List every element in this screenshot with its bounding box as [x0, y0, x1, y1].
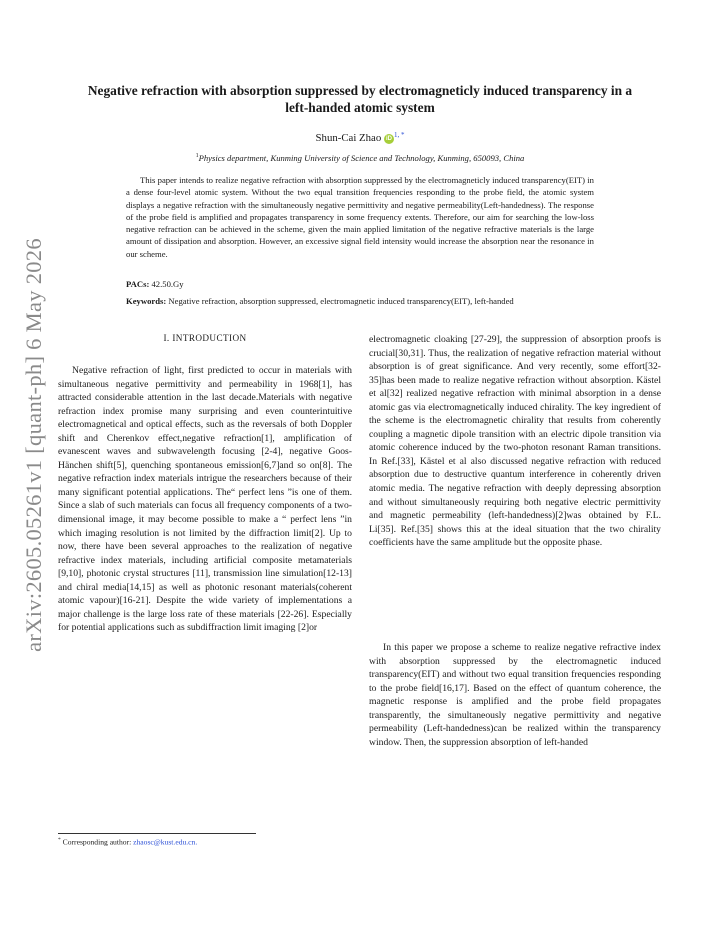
author-marks[interactable]: 1, * — [393, 131, 405, 139]
keywords-line — [126, 296, 666, 306]
body-column-right-top — [369, 333, 661, 550]
author-line — [180, 131, 540, 144]
arxiv-identifier-stamp — [14, 230, 54, 660]
abstract: This paper intends to realize negative refraction with absorption suppressed by the electromagneticly induced transparency(EIT) in a dense four-level atomic system. Without the two equal transition frequencies responding to the probe field, the atomic system displays a negative refraction with the simultaneously negative permittivity and negative permeability(Left-handedness). The response of the probe field is amplified and propagates transparency in some frequency extents. Therefore, our aim for searching the low-loss negative refraction can be achieved in the scheme, given the main applied limitation of the negative refractive materials is the large amount of dissipation and absorption. However, an excessive signal field intensity would increase the absorption near the resonance in our scheme. — [126, 175, 594, 259]
pacs-label: PACs: — [126, 279, 150, 289]
affiliation-text: Physics department, Kunming University of Science and Technology, Kunming, 650093, China — [198, 153, 525, 163]
footnote — [58, 837, 197, 847]
body-column-left — [58, 364, 352, 635]
paper-title: Negative refraction with absorption suppressed by electromagneticly induced transparency in a left-handed atomic system — [87, 83, 633, 115]
author-name: Shun-Cai Zhao — [315, 132, 382, 144]
pacs-value: 42.50.Gy — [151, 279, 184, 289]
intro-paragraph-2: electromagnetic cloaking [27-29], the suppression of absorption proofs is crucial[30,31]. Thus, the realization of negative refraction material without absorption is of great significance. And very recently, some effort[32-35]has been made to realize negative refraction without absorption. Kästel et al[32] realized negative refraction with minimal absorption in a dense atomic gas via electromagnetically induced chirality. The key ingredient of the scheme is the electromagnetic chirality that results from coherently coupling a magnetic dipole transition with an electric dipole transition via atomic coherence induced by the two-photon resonant Raman transitions. In Ref.[33], Kästel et al also discussed negative refraction with reduced absorption due to destructive quantum interference in coherently driven atomic media. The negative refraction with deeply depressing absorption and without simultaneously requiring both negative electric permittivity and magnetic permeability (left-handedness)[2]was obtained by F.L. Li[35]. Ref.[35] shows this at the ideal situation that the two chirality coefficients have the same amplitude but the opposite phase. — [369, 334, 661, 549]
affiliation-mark: 1 — [195, 153, 199, 160]
pacs-line — [126, 279, 594, 289]
section-heading-introduction: I. INTRODUCTION — [163, 333, 247, 343]
orcid-icon[interactable]: iD — [385, 136, 392, 142]
keywords-label: Keywords: — [126, 296, 167, 306]
intro-paragraph-1: Negative refraction of light, first predicted to occur in materials with simultaneous negative permittivity and permeability in 1968[1], has attracted considerable attention in the last decade.Materials with negative refraction index promise many surprising and even counterintuitive electromagnetical and optical effects, such as the reversals of both Doppler shift and Cherenkov effect,negative refraction[1], amplification of evanescent waves and subwavelength focusing [2-4], negative Goos-Hänchen shift[5], quenching spontaneous emission[6,7]and so on[8]. The negative refraction index materials intrigue the researchers because of their many significant potential applications. The“ perfect lens ”is one of them. Since a slab of such materials can focus all frequency components of a two-dimensional image, it may become possible to make a “ perfect lens ”in which imaging resolution is not limited by the diffraction limit[2]. Up to now, there have been several approaches to the realization of negative refractive index materials, including artificial composite metamaterials [9,10], photonic crystal structures [11], transmission line simulation[12-13] and chiral media[14,15] as well as photonic resonant materials(coherent atomic vapour)[16-21]. Despite the wide variety of implementations a major challenge is the large loss rate of these materials [22-26]. Especially for potential applications such as subdiffraction limit imaging [2]or — [58, 365, 352, 634]
footnote-email-link[interactable]: zhaosc@kust.edu.cn. — [133, 837, 198, 847]
affiliation — [80, 153, 640, 163]
footnote-mark: * — [58, 837, 61, 843]
footnote-divider — [58, 833, 256, 834]
footnote-label: Corresponding author: — [62, 837, 132, 847]
arxiv-stamp-text: arXiv:2605.05261v1 [quant-ph] 6 May 2026 — [21, 238, 46, 652]
intro-paragraph-3: In this paper we propose a scheme to realize negative refractive index with absorption suppressed by the electromagnetic induced transparency(EIT) and without two equal transition frequencies responding to the probe field[16,17]. Based on the effect of quantum coherence, the magnetic response is amplified and the probe field propagates transparently, the simultaneously negative permittivity and negative permeability (Left-handedness)can be realized within the transparency window. Then, the suppression absorption of left-handed — [369, 642, 661, 748]
keywords-value: Negative refraction, absorption suppressed, electromagnetic induced transparency(EIT), left-handed — [168, 296, 514, 306]
body-column-right-bottom — [369, 641, 661, 749]
